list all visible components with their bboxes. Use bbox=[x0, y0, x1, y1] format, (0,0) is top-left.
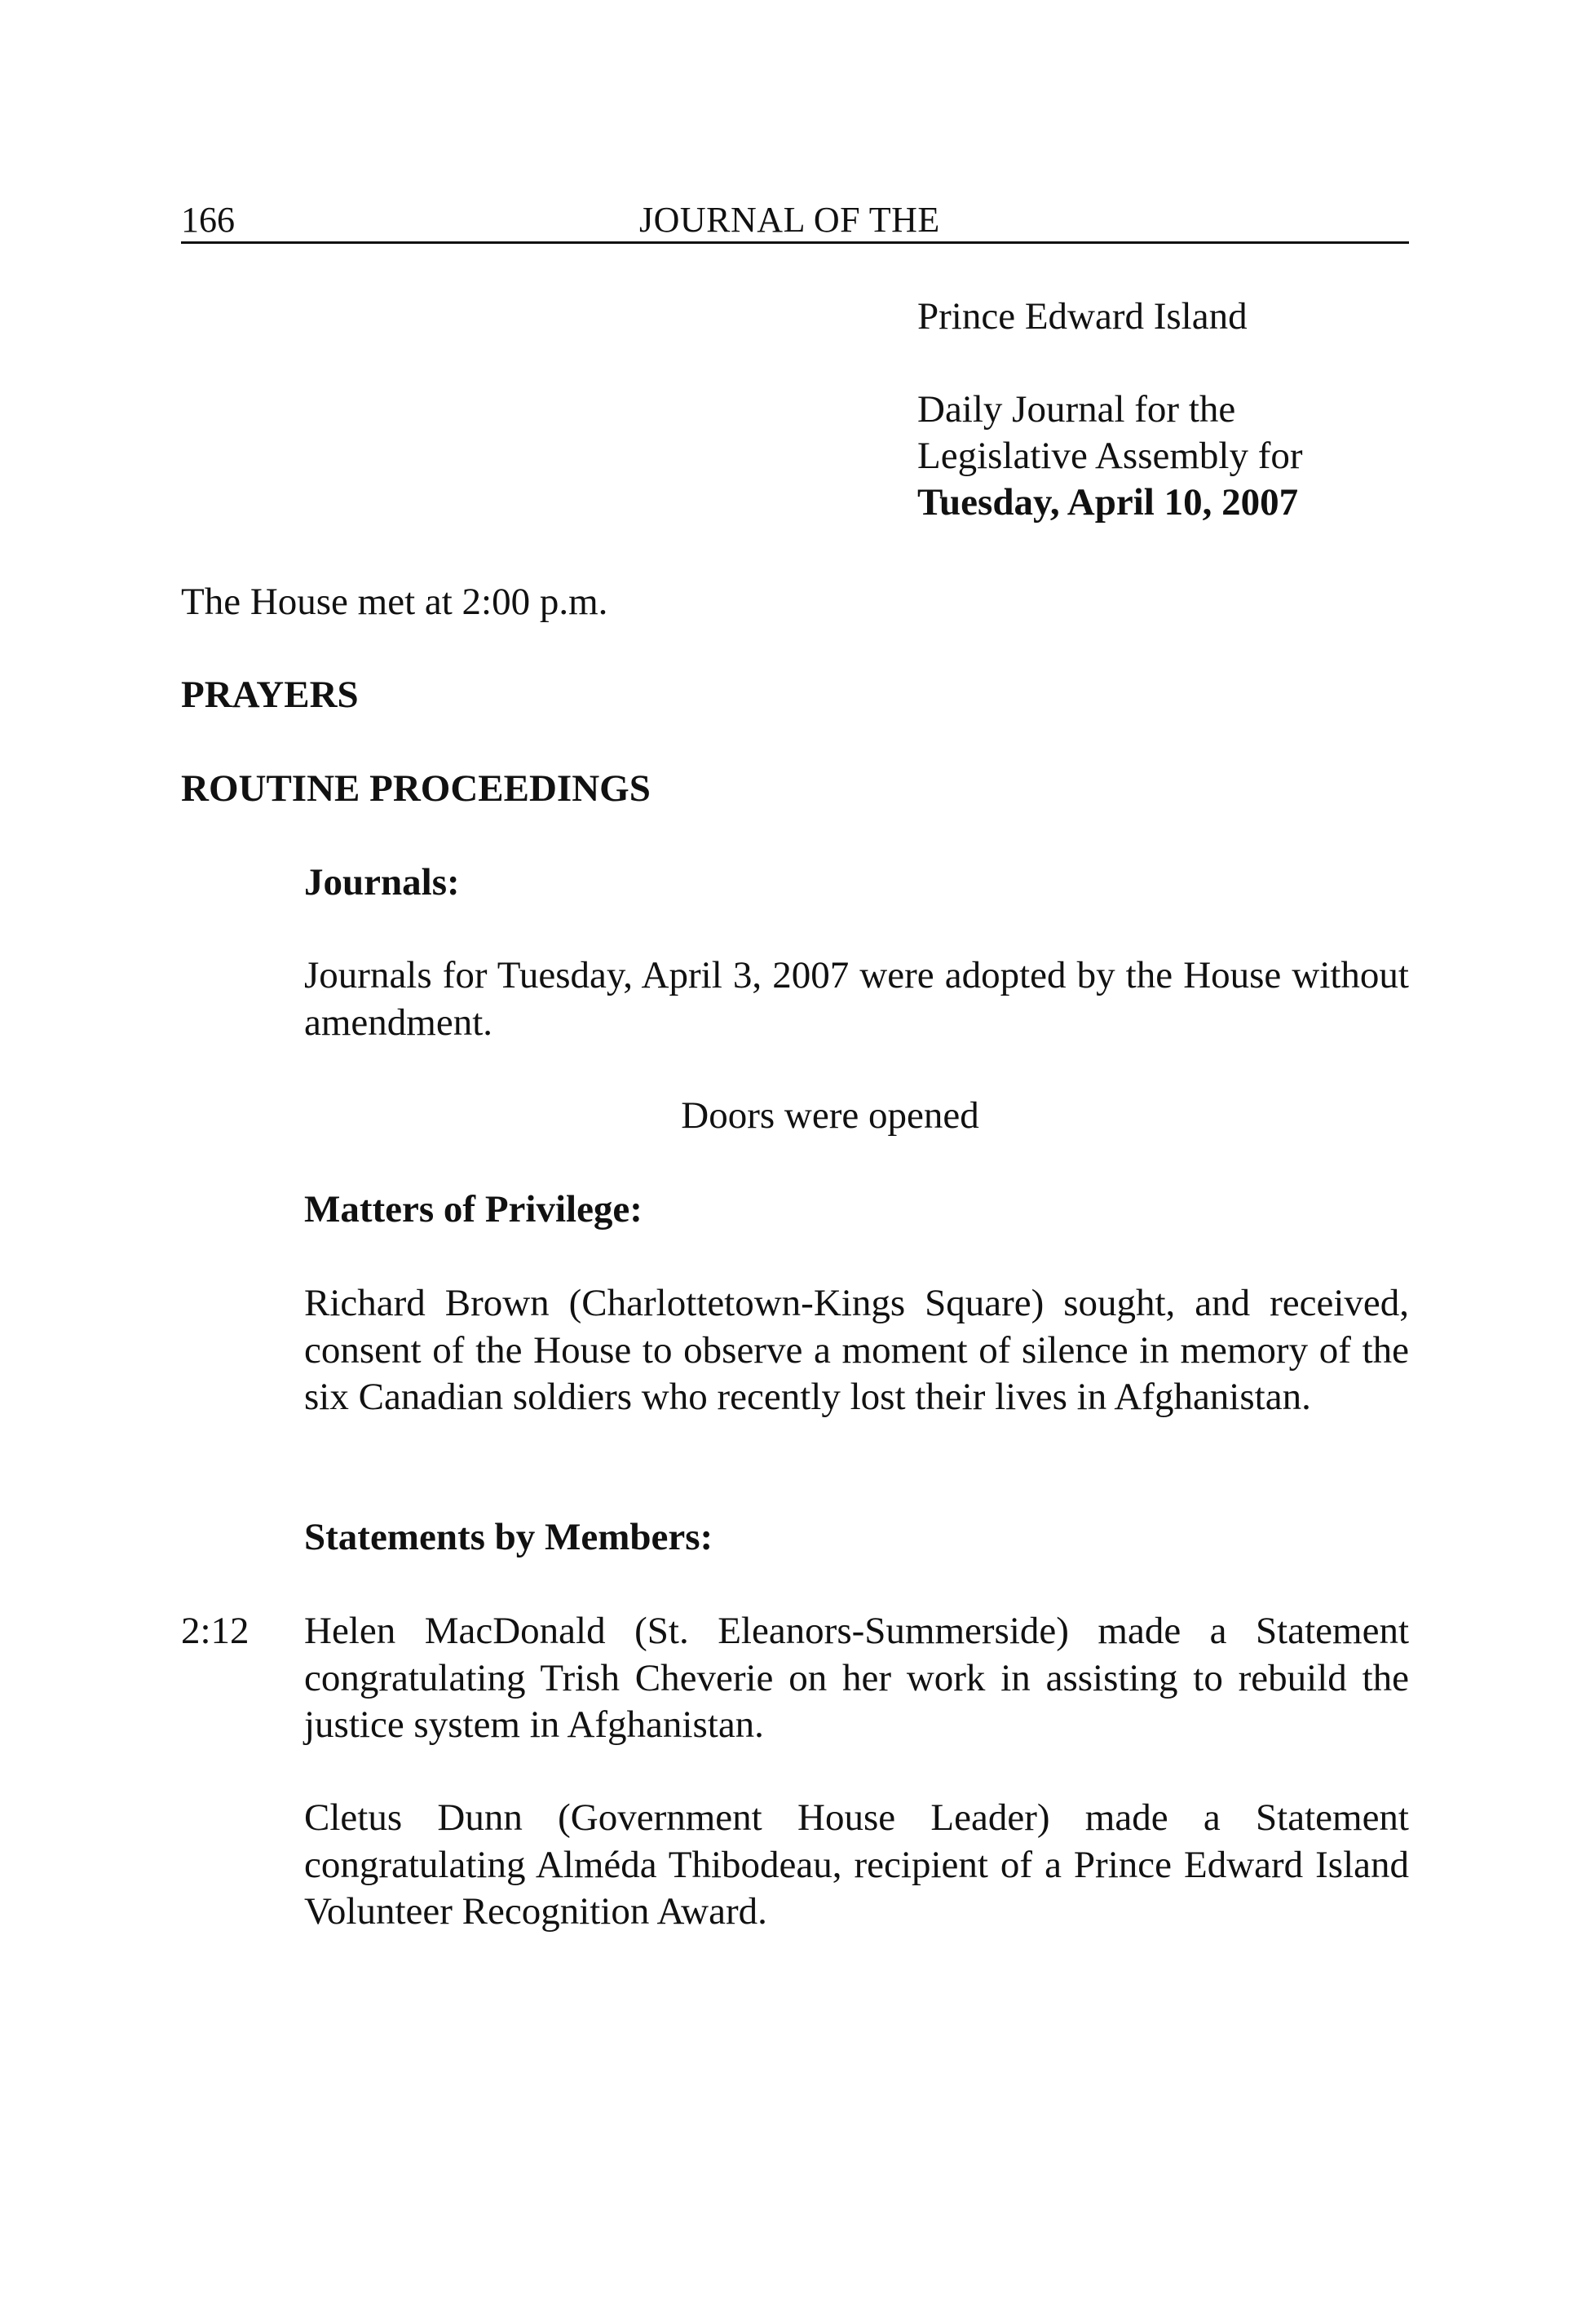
page-number: 166 bbox=[181, 200, 235, 240]
province-name: Prince Edward Island bbox=[917, 295, 1248, 338]
prayers-heading: PRAYERS bbox=[181, 674, 359, 716]
page-header bbox=[181, 199, 1409, 244]
privilege-paragraph: Richard Brown (Charlottetown-Kings Square) sought, and received, consent of the House to observe a moment of silence in memory of the six Canadian soldiers who recently lost their lives in Afghanistan. bbox=[304, 1282, 1409, 1418]
statement-paragraph-2: Cletus Dunn (Government House Leader) made a Statement congratulating Alméda Thibodeau, recipient of a Prince Edward Island Volunteer Recognition Award. bbox=[304, 1796, 1409, 1933]
running-title: JOURNAL OF THE bbox=[639, 200, 940, 240]
statement-paragraph-1: Helen MacDonald (St. Eleanors-Summerside) made a Statement congratulating Trish Cheverie on her work in assisting to rebuild the justice system in Afghanistan. bbox=[304, 1610, 1409, 1746]
journal-title-line-1: Daily Journal for the bbox=[917, 388, 1236, 431]
journal-title-line-2: Legislative Assembly for bbox=[917, 435, 1303, 477]
sitting-date: Tuesday, April 10, 2007 bbox=[917, 481, 1299, 524]
privilege-heading: Matters of Privilege: bbox=[304, 1188, 643, 1230]
title-block bbox=[917, 294, 1407, 526]
journals-paragraph: Journals for Tuesday, April 3, 2007 were adopted by the House without amendment. bbox=[304, 954, 1409, 1044]
opening-statement: The House met at 2:00 p.m. bbox=[181, 581, 608, 623]
routine-proceedings-heading: ROUTINE PROCEEDINGS bbox=[181, 767, 651, 810]
statements-heading: Statements by Members: bbox=[304, 1516, 713, 1558]
statement-time: 2:12 bbox=[181, 1610, 250, 1652]
doors-opened-note: Doors were opened bbox=[681, 1094, 979, 1137]
journals-heading: Journals: bbox=[304, 861, 460, 904]
